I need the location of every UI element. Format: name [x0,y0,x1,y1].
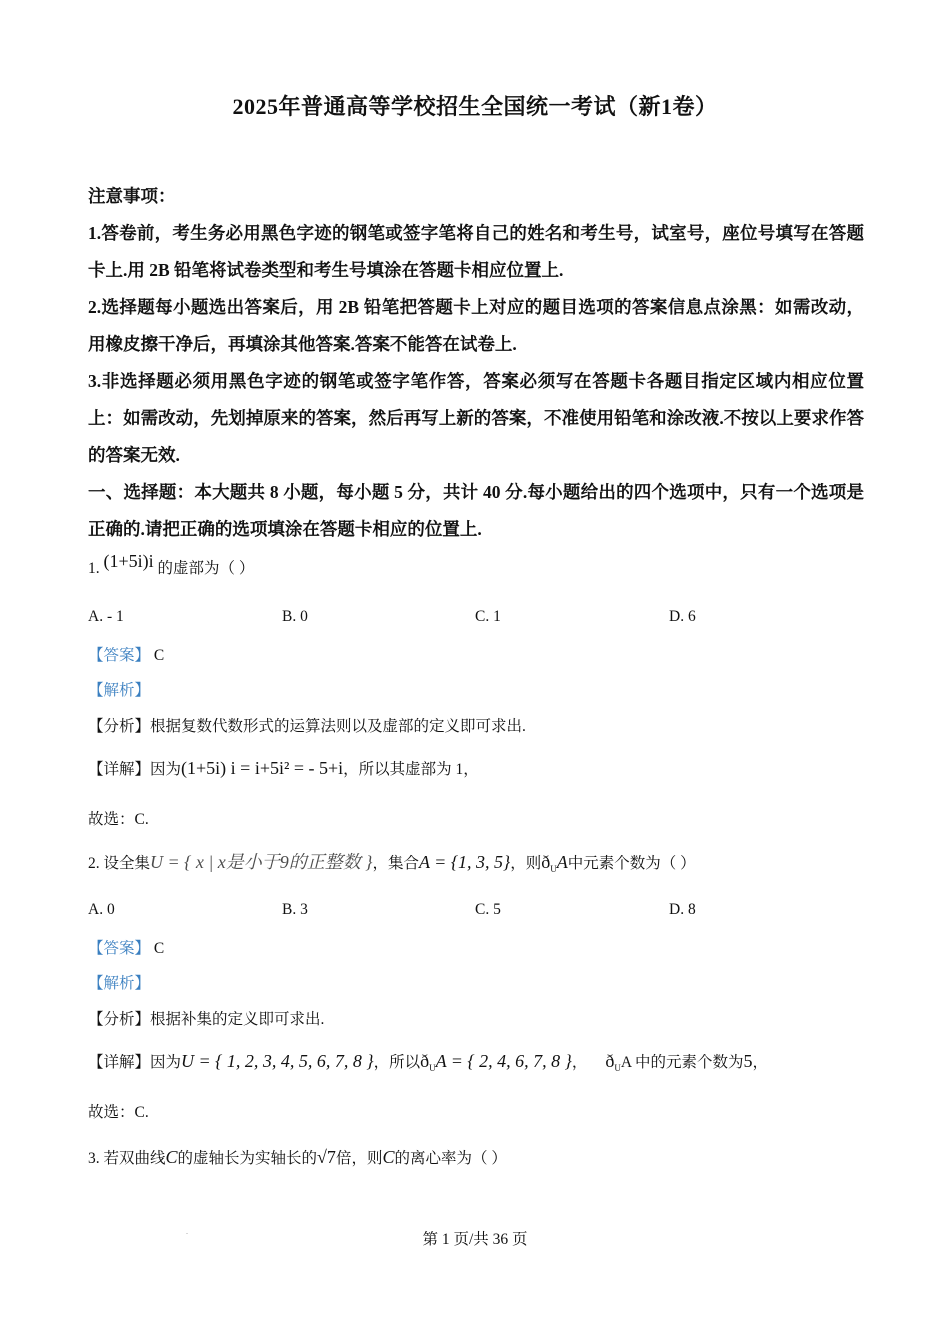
q2-options [88,901,868,923]
q2-detail [88,1050,868,1073]
notice-block [88,178,864,548]
q2-fenxi-tag: 【分析】 [88,1011,151,1028]
q2-detail-count: 5 [743,1051,753,1071]
speck-mark: . [186,1227,188,1236]
q3-c-1: C [165,1147,178,1167]
q2-answer-tag: 【答案】 [88,940,151,957]
q2-option-a: A. 0 [88,901,115,918]
q1-analysis-tag: 【解析】 [88,682,151,699]
q1-option-c: C. 1 [475,608,501,625]
q2-detail-tail: A 中的元素个数为 [620,1054,744,1071]
q2-mid: ，集合 [372,855,419,872]
q2-detail-sep: ， [571,1054,588,1071]
q1-option-b: B. 0 [282,608,308,625]
q3-stem-2: 倍，则 [335,1150,383,1167]
q2-detail-comp-sub: U [429,1063,436,1074]
q2-detail-comp-sub-2: U [614,1063,621,1074]
q2-detail-tag: 【详解】 [88,1054,151,1071]
q1-answer-value: C [153,647,165,664]
q2-tail-pre: ，则 [510,855,542,872]
question-3 [88,1146,868,1168]
q2-detail-pre: 因为 [150,1054,182,1071]
q2-option-d: D. 8 [669,901,696,918]
q1-stem: 的虚部为（ ） [157,560,255,577]
q2-detail-u: U = { 1, 2, 3, 4, 5, 6, 7, 8 } [181,1051,374,1071]
q1-detail-post: ，所以其虚部为 1， [343,761,479,778]
q1-option-a: A. - 1 [88,608,124,625]
notice-item-2: 2.选择题每小题选出答案后，用 2B 铅笔把答题卡上对应的题目选项的答案信息点涂黑：如需改动，用橡皮擦干净后，再填涂其他答案.答案不能答在试卷上. [88,297,864,354]
q2-set-u: U = { x | x是小于9的正整数 } [150,852,373,872]
section-heading: 一、选择题：本大题共 8 小题，每小题 5 分，共计 40 分.每小题给出的四个选项中，只有一个选项是正确的.请把正确的选项填涂在答题卡相应的位置上. [88,482,864,539]
q3-c-2: C [382,1147,395,1167]
page-footer: 第 1 页/共 36 页 [422,1231,528,1248]
q1-detail-pre: 因为 [150,761,182,778]
q1-choice: 故选：C. [88,811,149,828]
q1-detail-tag: 【详解】 [88,761,151,778]
q2-complement-sub: U [550,864,557,875]
question-1 [88,551,868,578]
q2-answer-value: C [153,940,165,957]
q3-stem-3: 的离心率为（ ） [394,1150,507,1167]
q1-answer [88,643,868,665]
q1-fenxi-tag: 【分析】 [88,718,151,735]
q1-detail-expression: (1+5i) i = i+5i² = - 5+i [181,758,344,778]
q2-complement-symbol: ð [541,852,551,872]
q1-options [88,608,868,630]
q2-detail-end: ， [752,1054,769,1071]
q2-choice: 故选：C. [88,1104,149,1121]
q2-fenxi-text: 根据补集的定义即可求出. [150,1011,325,1028]
q2-answer [88,936,868,958]
q3-root: √7 [317,1147,336,1167]
q1-detail [88,757,868,779]
q2-option-c: C. 5 [475,901,501,918]
page-title: 2025年普通高等学校招生全国统一考试（新1卷） [232,94,718,119]
q2-set-a: A = {1, 3, 5} [419,852,511,872]
q1-expression: (1+5i)i [103,551,154,571]
q1-fenxi-text: 根据复数代数形式的运算法则以及虚部的定义即可求出. [150,718,526,735]
notice-item-3: 3.非选择题必须用黑色字迹的钢笔或签字笔作答，答案必须写在答题卡各题目指定区域内相应位置上：如需改动，先划掉原来的答案，然后再写上新的答案，不准使用铅笔和涂改液.不按以上要求作答的答案无效. [88,371,864,465]
q2-complement-a: A [556,852,568,872]
q3-number: 3. 若双曲线 [88,1150,166,1167]
q2-detail-comp-set: A = { 2, 4, 6, 7, 8 } [435,1051,572,1071]
q1-fenxi [88,714,868,736]
q2-detail-comp-symbol: ð [420,1051,430,1071]
q3-stem-1: 的虚轴长为实轴长的 [177,1150,318,1167]
q1-answer-tag: 【答案】 [88,647,151,664]
q2-detail-comp-symbol-2: ð [605,1051,615,1071]
q2-fenxi [88,1007,868,1029]
q2-option-b: B. 3 [282,901,308,918]
q2-tail: 中元素个数为（ ） [567,855,696,872]
q1-number: 1. [88,560,100,577]
notice-heading: 注意事项： [88,186,176,206]
q2-detail-mid: ，所以 [373,1054,421,1071]
question-2 [88,848,868,874]
q1-option-d: D. 6 [669,608,696,625]
q2-analysis-tag: 【解析】 [88,975,151,992]
q2-number: 2. 设全集 [88,855,151,872]
notice-item-1: 1.答卷前，考生务必用黑色字迹的钢笔或签字笔将自己的姓名和考生号，试室号，座位号填写在答题卡上.用 2B 铅笔将试卷类型和考生号填涂在答题卡相应位置上. [88,223,864,280]
